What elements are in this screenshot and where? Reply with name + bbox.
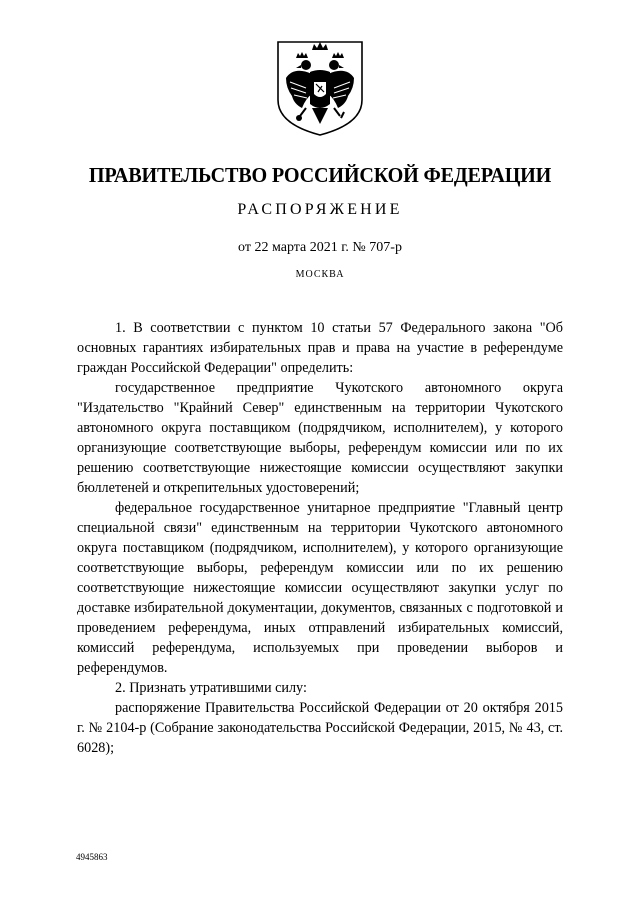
city: МОСКВА xyxy=(295,269,345,280)
date-and-number: от 22 марта 2021 г. № 707-р xyxy=(238,240,402,255)
paragraph: государственное предприятие Чукотского автономного округа "Издательство "Крайний Север" единственным на территории Чукотского автономного округа поставщиком (подрядчиком, исполнителем), у которого организующие соответствующие выборы, референдум комиссии или по их решению соответствующие нижестоящие комиссии осуществляют закупки бюллетеней и открепительных удостоверений; xyxy=(77,380,563,496)
document-body xyxy=(77,318,563,758)
paragraph: 1. В соответствии с пунктом 10 статьи 57 Федерального закона "Об основных гарантиях избирательных прав и права на участие в референдуме граждан Российской Федерации" определить: xyxy=(77,320,563,376)
document-type: РАСПОРЯЖЕНИЕ xyxy=(237,201,403,218)
document-id: 4945863 xyxy=(76,852,108,862)
government-title: ПРАВИТЕЛЬСТВО РОССИЙСКОЙ ФЕДЕРАЦИИ xyxy=(88,163,552,187)
paragraph: 2. Признать утратившими силу: xyxy=(115,680,307,696)
paragraph: распоряжение Правительства Российской Федерации от 20 октября 2015 г. № 2104-р (Собрание законодательства Российской Федерации, 2015, № 43, ст. 6028); xyxy=(77,700,563,756)
paragraph: федеральное государственное унитарное предприятие "Главный центр специальной связи" единственным на территории Чукотского автономного округа поставщиком (подрядчиком, исполнителем), у которого организующие соответствующие выборы, референдум комиссии или по их решению соответствующие нижестоящие комиссии осуществляют закупки услуг по доставке избирательной документации, документов, связанных с подготовкой и проведением референдума, иных отправлений избирательных комиссий, комиссий референдума, используемых при проведении выборов и референдумов. xyxy=(77,500,563,676)
coat-of-arms-icon xyxy=(272,38,368,138)
